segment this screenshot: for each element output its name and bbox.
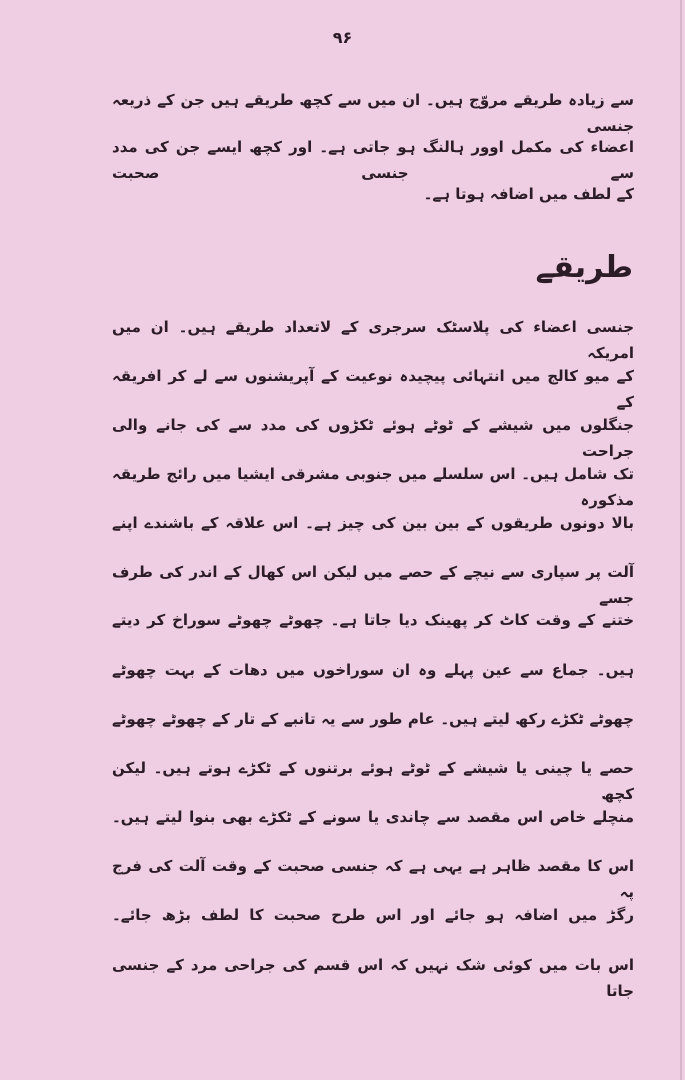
text-line: جنگلوں میں شیشے کے ٹوٹے ہوئے ٹکڑوں کی مدد سے کی جانے والی جراحت xyxy=(112,416,634,460)
page-edge xyxy=(680,0,682,1080)
text-line: تک شامل ہیں۔ اس سلسلے میں جنوبی مشرقی ایشیا میں رائج طریقہ مذکورہ xyxy=(112,465,634,509)
text-line: کے لطف میں اضافہ ہوتا ہے۔ xyxy=(423,185,634,203)
text-line: جنسی اعضاء کی پلاسٹک سرجری کے لاتعداد طریقے ہیں۔ ان میں امریکہ xyxy=(112,318,634,362)
text-line: بالا دونوں طریقوں کے بین بین کی چیز ہے۔ اس علاقہ کے باشندے اپنے xyxy=(112,514,634,532)
text-line: حصے یا چینی یا شیشے کے ٹوٹے ہوئے برتنوں کے ٹکڑے ہوتے ہیں۔ لیکن کچھ xyxy=(112,759,634,803)
text-line: سے زیادہ طریقے مروّج ہیں۔ ان میں سے کچھ طریقے ہیں جن کے ذریعہ جنسی xyxy=(112,91,634,135)
text-line: ختنے کے وقت کاٹ کر پھینک دیا جاتا ہے۔ چھوٹے چھوٹے سوراخ کر دیتے xyxy=(112,611,634,629)
text-line: چھوٹے ٹکڑے رکھ لیتے ہیں۔ عام طور سے یہ تانبے کے تار کے چھوٹے چھوٹے xyxy=(112,710,634,728)
text-line: کے میو کالج میں انتہائی پیچیدہ نوعیت کے آپریشنوں سے لے کر افریقہ کے xyxy=(112,367,634,411)
section-heading: طریقے xyxy=(535,250,633,285)
text-line: اس بات میں کوئی شک نہیں کہ اس قسم کی جراحی مرد کے جنسی جاتا xyxy=(112,956,634,1000)
page-number: ۹۶ xyxy=(332,28,353,47)
text-line: اعضاء کی مکمل اوور ہالنگ ہو جاتی ہے۔ اور کچھ ایسے جن کی مدد سے جنسی صحبت xyxy=(112,138,634,182)
text-line: اس کا مقصد ظاہر ہے یہی ہے کہ جنسی صحبت کے وقت آلت کی فرج پہ xyxy=(112,857,634,901)
text-line: رگڑ میں اضافہ ہو جائے اور اس طرح صحبت کا لطف بڑھ جائے۔ xyxy=(112,906,634,924)
text-line: ہیں۔ جماع سے عین پہلے وہ ان سوراخوں میں دھات کے بہت چھوٹے xyxy=(112,661,634,679)
text-line: منچلے خاص اس مقصد سے چاندی یا سونے کے ٹکڑے بھی بنوا لیتے ہیں۔ xyxy=(112,808,634,826)
text-line: آلت پر سپاری سے نیچے کے حصے میں لیکن اس کھال کے اندر کی طرف جسے xyxy=(112,563,634,607)
